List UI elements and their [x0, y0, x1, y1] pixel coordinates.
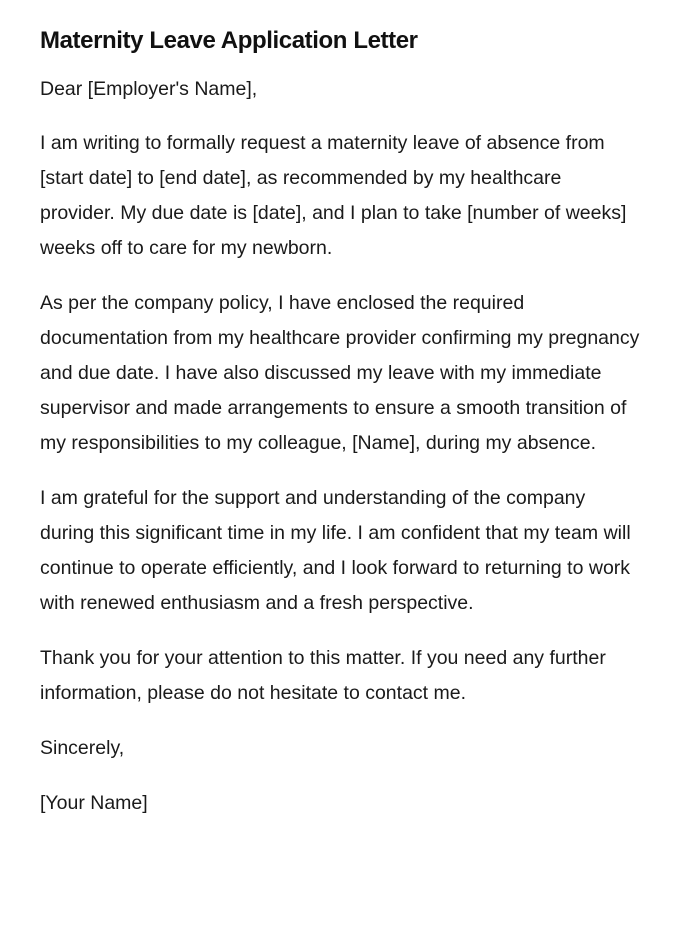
letter-paragraph-3: I am grateful for the support and understanding of the company during this significant time in my life. I am confident that my team will continue to operate efficiently, and I look forward to returning to work with renewed enthusiasm and a fresh perspective. — [40, 487, 631, 614]
letter-paragraph-4: Thank you for your attention to this matter. If you need any further information, please do not hesitate to contact me. — [40, 647, 606, 704]
letter-paragraph-1: I am writing to formally request a maternity leave of absence from [start date] to [end date], as recommended by my healthcare provider. My due date is [date], and I plan to take [number of weeks] weeks off to care for my newborn. — [40, 132, 627, 259]
letter-signature: [Your Name] — [40, 792, 148, 814]
letter-document — [40, 26, 640, 841]
letter-salutation: Dear [Employer's Name], — [40, 78, 258, 100]
letter-closing: Sincerely, — [40, 737, 125, 759]
letter-title: Maternity Leave Application Letter — [40, 27, 418, 54]
letter-paragraph-2: As per the company policy, I have enclosed the required documentation from my healthcare provider confirming my pregnancy and due date. I have also discussed my leave with my immediate supervisor and made arrangements to ensure a smooth transition of my responsibilities to my colleague, [Name], during my absence. — [40, 292, 640, 454]
